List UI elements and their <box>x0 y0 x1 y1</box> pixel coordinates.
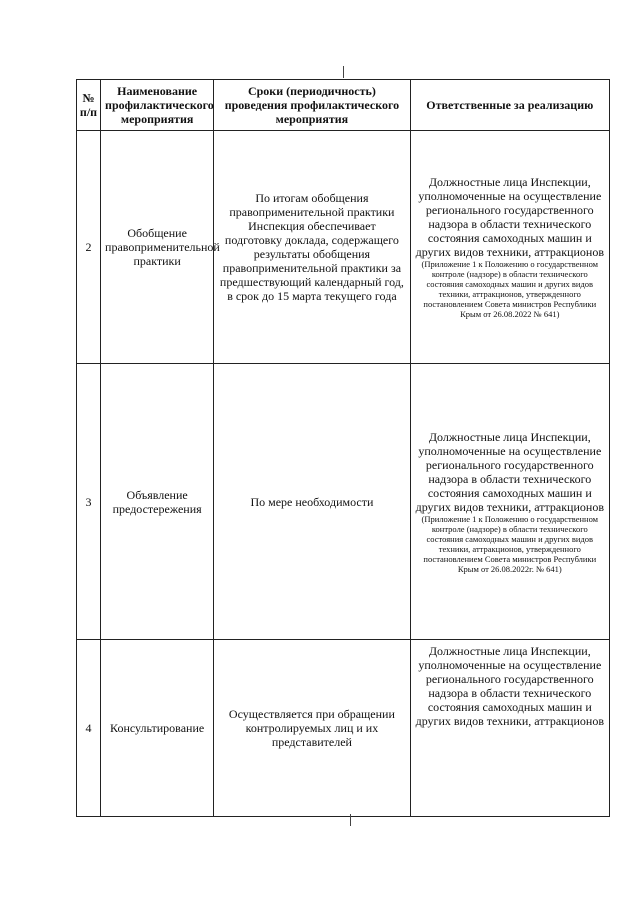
row-terms-text: Осуществляется при обращении контролируемых лиц и их представителей <box>228 707 395 749</box>
scan-mark-top <box>343 66 344 78</box>
row-terms <box>214 640 410 817</box>
table-row <box>77 131 610 364</box>
row-terms <box>214 364 410 640</box>
header-responsible <box>410 80 609 131</box>
row-responsible-text: Должностные лица Инспекции, уполномоченные на осуществление регионального государственного надзора в области технического состояния самоходных машин и других видов техники, аттракционов <box>415 175 604 259</box>
activities-table <box>76 79 610 817</box>
row-num: 2 <box>77 131 101 364</box>
row-responsible <box>410 640 609 817</box>
scan-mark-bottom <box>350 814 351 826</box>
row-responsible <box>410 364 609 640</box>
row-responsible <box>410 131 609 364</box>
row-terms-text: По мере необходимости <box>250 494 374 509</box>
header-responsible-text: Ответственные за реализацию <box>426 98 594 112</box>
row-name <box>101 364 214 640</box>
table-header-row <box>77 80 610 131</box>
header-num: № п/п <box>77 80 101 131</box>
header-name-text: Наименование профилактического мероприятия <box>105 84 214 126</box>
row-terms <box>214 131 410 364</box>
row-responsible-note: (Приложение 1 к Положению о государственном контроле (надзоре) в области технического состояния самоходных машин и других видов техники, аттракционов, утвержденного постановлением Совета министров Республики Крым от 26.08.2022 № 641) <box>421 259 599 319</box>
header-terms-text: Сроки (периодичность) проведения профилактического мероприятия <box>224 84 400 126</box>
row-name <box>101 131 220 364</box>
row-terms-text: По итогам обобщения правоприменительной практики Инспекция обеспечивает подготовку доклада, содержащего результаты обобщения правоприменительной практики за предшествующий календарный год, в срок до 15 марта текущего года <box>219 191 404 303</box>
header-terms <box>214 80 410 131</box>
table-row <box>77 640 610 817</box>
row-num: 4 <box>77 640 101 817</box>
table-row <box>77 364 610 640</box>
row-name-text: Объявление предостережения <box>112 487 202 516</box>
header-name <box>101 80 214 131</box>
row-num: 3 <box>77 364 101 640</box>
row-responsible-text: Должностные лица Инспекции, уполномоченные на осуществление регионального государственного надзора в области технического состояния самоходных машин и других видов техники, аттракционов <box>415 429 604 514</box>
row-name-text: Обобщение правоприменительной практики <box>105 226 220 268</box>
row-name-text: Консультирование <box>110 721 205 735</box>
row-responsible-text: Должностные лица Инспекции, уполномоченные на осуществление регионального государственного надзора в области технического состояния самоходных машин и других видов техники, аттракционов <box>415 644 604 728</box>
row-name <box>101 640 214 817</box>
row-responsible-note: (Приложение 1 к Положению о государственном контроле (надзоре) в области технического состояния самоходных машин и других видов техники, аттракционов, утвержденного постановлением Совета министров Республики Крым от 26.08.2022г. № 641) <box>421 513 599 574</box>
